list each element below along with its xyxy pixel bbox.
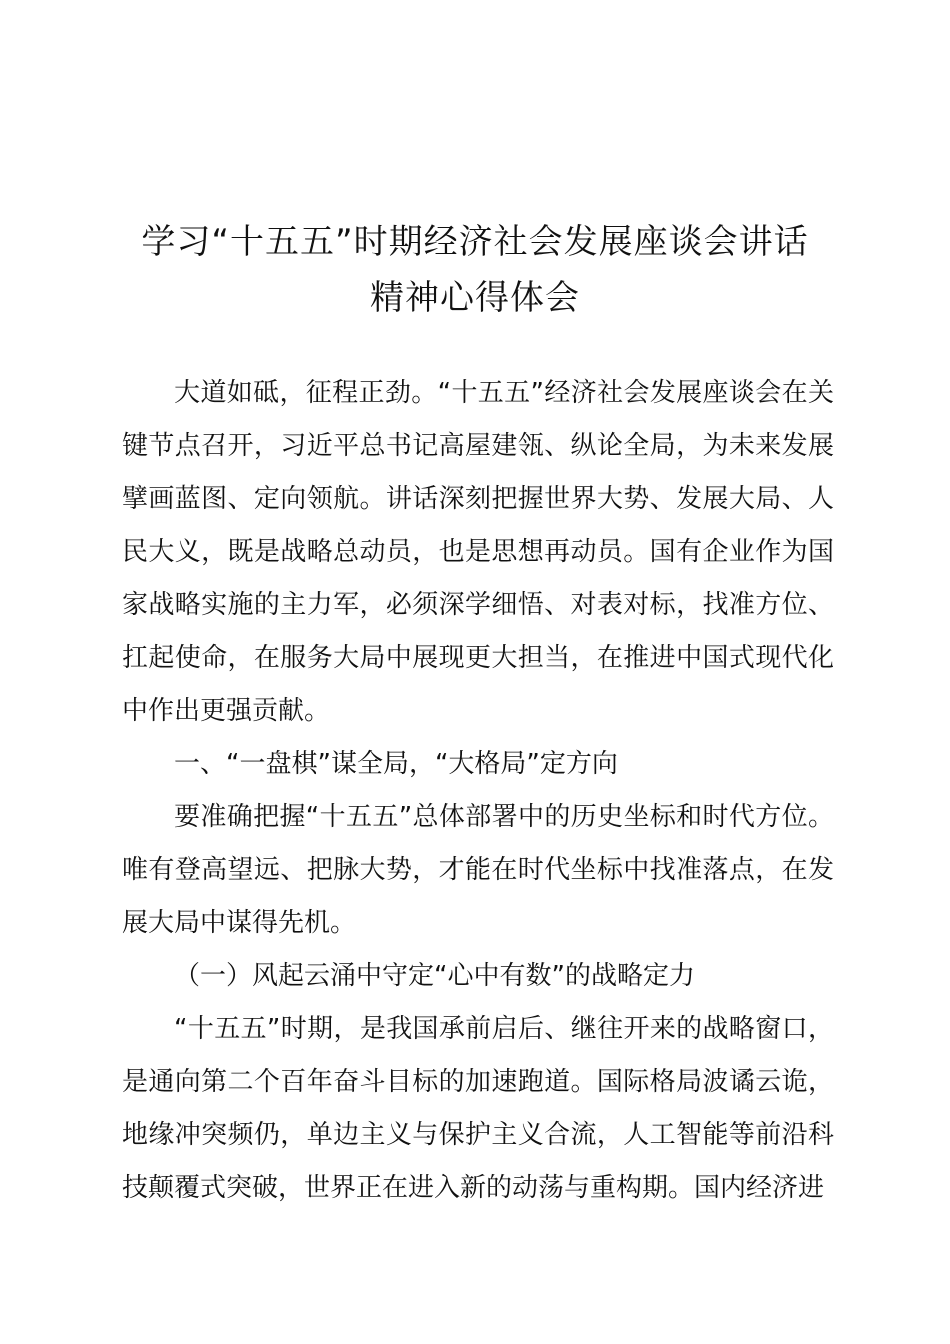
- title-line-2: 精神心得体会: [370, 278, 580, 318]
- document-body: [122, 367, 834, 1215]
- section-1-heading: 一、“一盘棋”谋全局，“大格局”定方向: [174, 749, 618, 779]
- title-line-1: 学习“十五五”时期经济社会发展座谈会讲话: [141, 222, 809, 262]
- section-1-paragraph: 要准确把握“十五五”总体部署中的历史坐标和时代方位。唯有登高望远、把脉大势，才能在时代坐标中找准落点，在发展大局中谋得先机。: [122, 802, 834, 938]
- document-title: [100, 214, 850, 326]
- intro-paragraph: 大道如砥，征程正劲。“十五五”经济社会发展座谈会在关键节点召开，习近平总书记高屋建瓴、纵论全局，为未来发展擘画蓝图、定向领航。讲话深刻把握世界大势、发展大局、人民大义，既是战略总动员，也是思想再动员。国有企业作为国家战略实施的主力军，必须深学细悟、对表对标，找准方位、扛起使命，在服务大局中展现更大担当，在推进中国式现代化中作出更强贡献。: [122, 378, 834, 726]
- subsection-1-heading: （一）风起云涌中守定“心中有数”的战略定力: [174, 961, 695, 991]
- subsection-1-paragraph: “十五五”时期，是我国承前启后、继往开来的战略窗口，是通向第二个百年奋斗目标的加速跑道。国际格局波谲云诡，地缘冲突频仍，单边主义与保护主义合流，人工智能等前沿科技颠覆式突破，世界正在进入新的动荡与重构期。国内经济进: [122, 1014, 834, 1203]
